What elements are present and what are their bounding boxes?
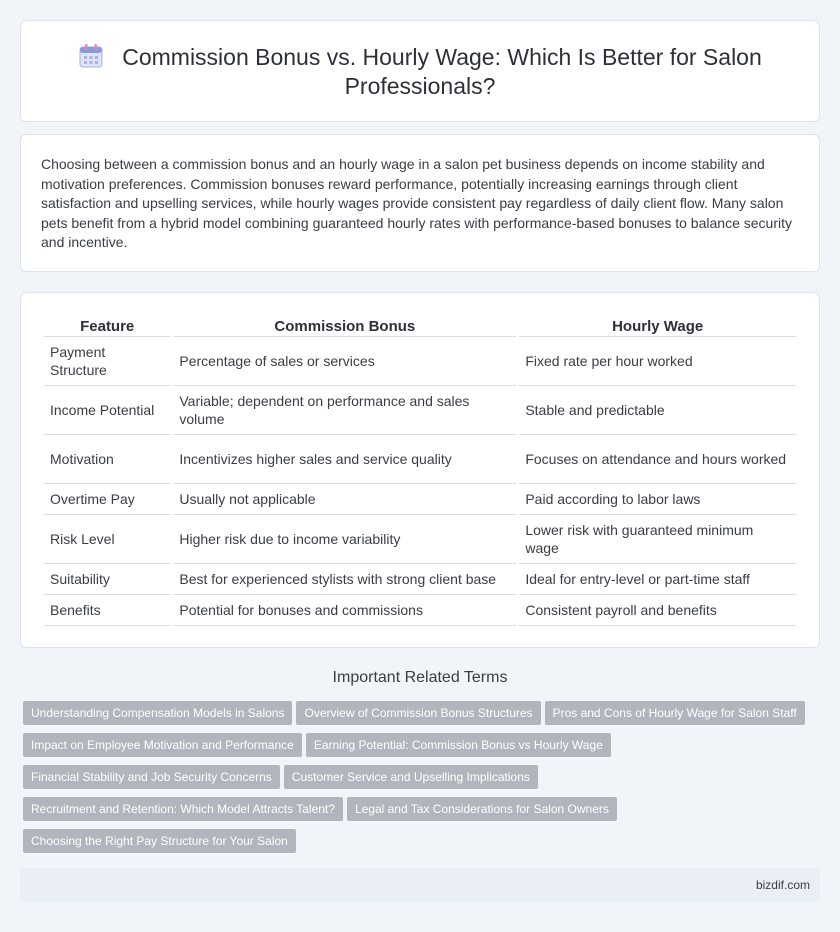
comparison-table-card [20,292,820,648]
table-cell: Variable; dependent on performance and sales volume [173,386,516,435]
table-row [44,564,796,595]
header-feature: Feature [44,317,170,337]
table-cell: Consistent payroll and benefits [519,595,796,626]
table-cell: Stable and predictable [519,386,796,435]
table-cell: Potential for bonuses and commissions [173,595,516,626]
header-hourly-wage: Hourly Wage [519,317,796,337]
table-cell: Incentivizes higher sales and service quality [173,435,516,484]
related-terms-list [23,701,823,861]
header-card [20,20,820,122]
table-cell: Higher risk due to income variability [173,515,516,564]
table-cell: Motivation [44,435,170,484]
table-cell: Overtime Pay [44,484,170,515]
comparison-table [41,317,799,626]
table-header-row [44,317,796,337]
table-cell: Lower risk with guaranteed minimum wage [519,515,796,564]
related-term-tag[interactable]: Pros and Cons of Hourly Wage for Salon Staff [545,701,805,725]
related-term-tag[interactable]: Understanding Compensation Models in Salons [23,701,292,725]
related-term-tag[interactable]: Customer Service and Upselling Implications [284,765,538,789]
table-cell: Payment Structure [44,337,170,386]
related-term-tag[interactable]: Recruitment and Retention: Which Model Attracts Talent? [23,797,343,821]
page-title: Commission Bonus vs. Hourly Wage: Which Is Better for Salon Professionals? [122,44,762,99]
table-cell: Percentage of sales or services [173,337,516,386]
table-cell: Paid according to labor laws [519,484,796,515]
related-term-tag[interactable]: Financial Stability and Job Security Concerns [23,765,280,789]
table-cell: Fixed rate per hour worked [519,337,796,386]
table-row [44,386,796,435]
table-cell: Usually not applicable [173,484,516,515]
related-terms-title: Important Related Terms [332,669,508,686]
table-row [44,484,796,515]
related-term-tag[interactable]: Legal and Tax Considerations for Salon Owners [347,797,617,821]
footer [20,868,820,902]
related-term-tag[interactable]: Overview of Commission Bonus Structures [296,701,540,725]
table-row [44,595,796,626]
table-cell: Risk Level [44,515,170,564]
related-term-tag[interactable]: Choosing the Right Pay Structure for Your Salon [23,829,296,853]
intro-paragraph: Choosing between a commission bonus and an hourly wage in a salon pet business depends on income stability and motivation preferences. Commission bonuses reward performance, potentially increasing earnings through client satisfaction and upselling services, while hourly wages provide consistent pay regardless of daily client flow. Many salon pets benefit from a hybrid model combining guaranteed hourly rates with performance-based bonuses to balance security and incentive. [41,156,792,251]
page-title-block [21,43,819,101]
related-term-tag[interactable]: Earning Potential: Commission Bonus vs Hourly Wage [306,733,611,757]
table-cell: Suitability [44,564,170,595]
intro-card [20,134,820,272]
table-cell: Income Potential [44,386,170,435]
related-term-tag[interactable]: Impact on Employee Motivation and Performance [23,733,302,757]
calendar-icon [78,43,104,69]
table-cell: Benefits [44,595,170,626]
table-row [44,337,796,386]
site-link[interactable]: bizdif.com [755,878,810,892]
table-row [44,515,796,564]
table-row [44,435,796,484]
table-cell: Best for experienced stylists with strong client base [173,564,516,595]
table-cell: Focuses on attendance and hours worked [519,435,796,484]
header-commission-bonus: Commission Bonus [173,317,516,337]
table-cell: Ideal for entry-level or part-time staff [519,564,796,595]
